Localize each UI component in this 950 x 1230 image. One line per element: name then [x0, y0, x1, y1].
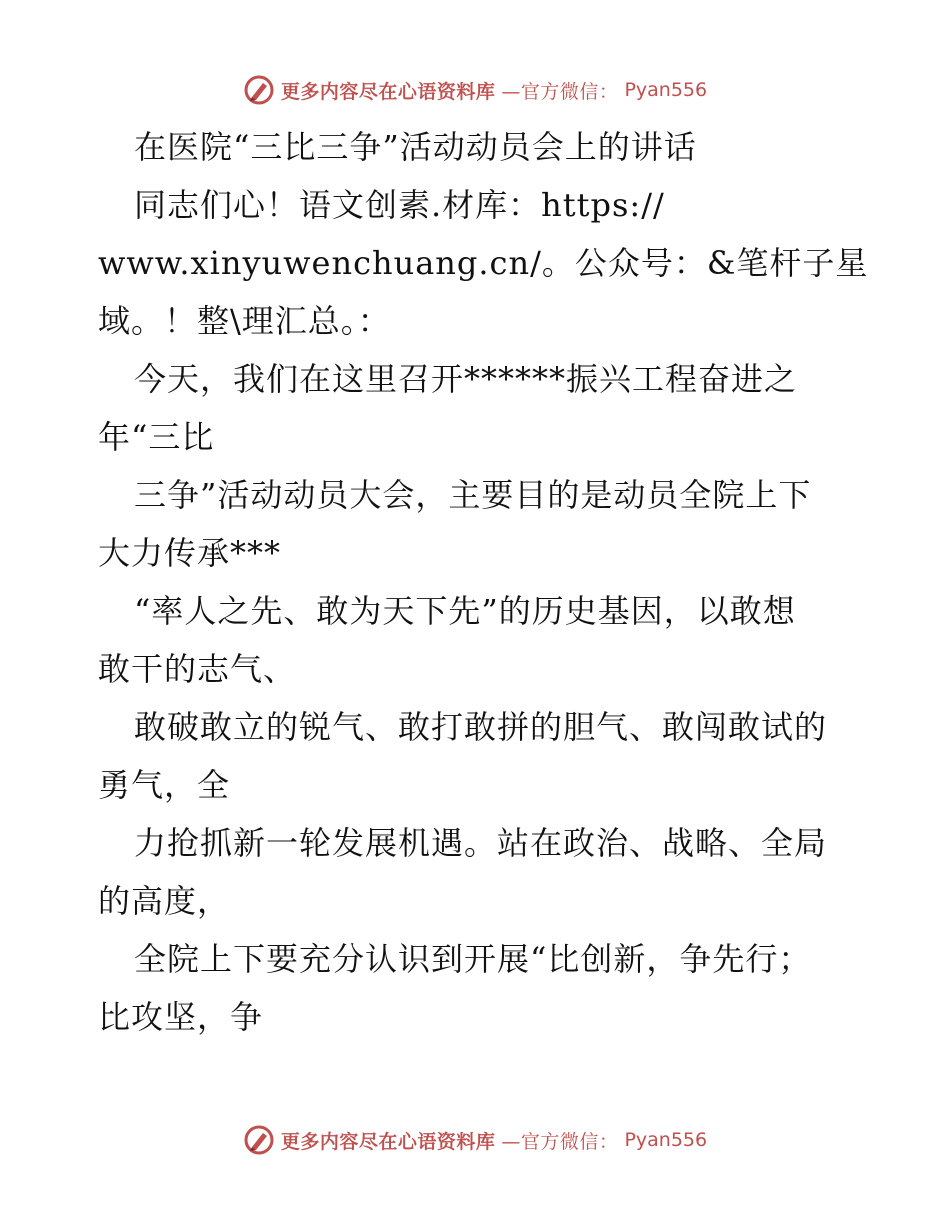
header-banner — [0, 70, 950, 110]
banner-title: 更多内容尽在心语资料库 — [280, 1130, 496, 1153]
body-line: “率人之先、敢为天下先”的历史基因，以敢想 — [134, 592, 796, 630]
pen-logo-icon — [243, 1124, 275, 1156]
banner-separator: —官方微信： — [501, 1130, 619, 1153]
footer-banner — [0, 1120, 950, 1160]
body-line: 大力传承*** — [98, 534, 282, 572]
body-line: 敢干的志气、 — [98, 650, 297, 688]
body-line: 年“三比 — [98, 418, 215, 456]
pen-logo-icon — [243, 74, 275, 106]
banner-separator: —官方微信： — [501, 80, 619, 103]
body-line: 比攻坚，争 — [98, 998, 264, 1036]
body-line: 今天，我们在这里召开******振兴工程奋进之 — [134, 360, 798, 398]
body-line: 力抢抓新一轮发展机遇。站在政治、战略、全局 — [134, 824, 828, 862]
body-line: 敢破敢立的锐气、敢打敢拼的胆气、敢闯敢试的 — [134, 708, 828, 746]
body-line: 勇气，全 — [98, 766, 231, 804]
body-line: 的高度， — [98, 882, 231, 920]
document-body — [98, 118, 869, 1046]
body-line: 全院上下要充分认识到开展“比创新，争先行； — [134, 940, 812, 978]
banner-contact: Pyan556 — [624, 1129, 708, 1151]
body-line: 域。！整\理汇总。： — [98, 302, 391, 340]
body-line: 同志们心！语文创素.材库：https:// — [134, 186, 665, 224]
banner-title: 更多内容尽在心语资料库 — [280, 80, 496, 103]
banner-contact: Pyan556 — [624, 79, 708, 101]
body-line: 在医院“三比三争”活动动员会上的讲话 — [134, 128, 697, 166]
body-line: www.xinyuwenchuang.cn/。公众号：&笔杆子星 — [98, 244, 869, 282]
body-line: 三争”活动动员大会，主要目的是动员全院上下 — [134, 476, 812, 514]
